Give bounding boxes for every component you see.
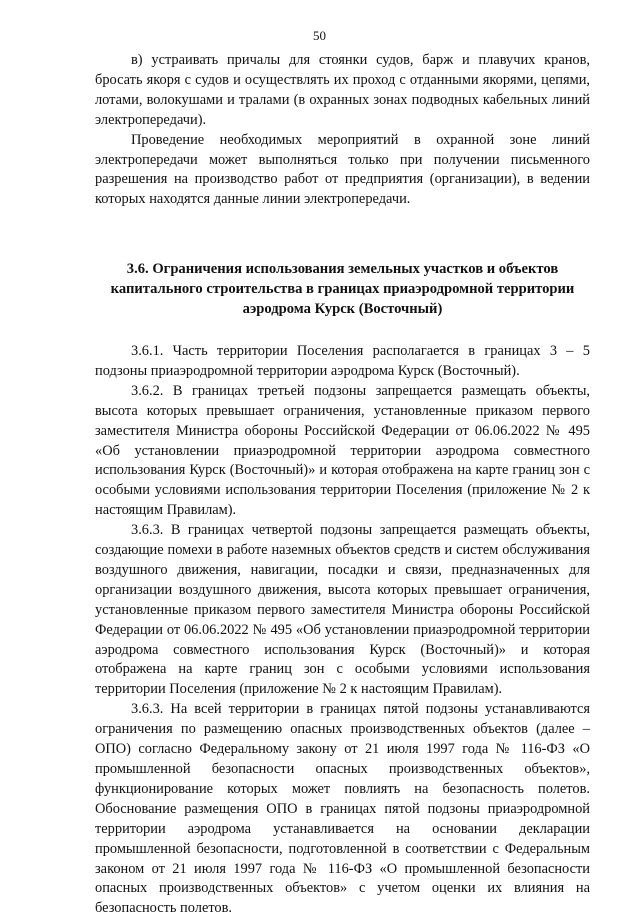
spacer: [95, 235, 590, 260]
paragraph-3-6-3-fourth-subzone: 3.6.3. В границах четвертой подзоны запрещается размещать объекты, создающие помехи в работе наземных объектов средств и систем обслуживания воздушного движения, навигации, посадки и связи, предназначенных для организации воздушного движения, высота которых превышает ограничения, установленные приказом первого заместителя Министра обороны Российской Федерации от 06.06.2022 № 495 «Об установлении приаэродромной территории аэродрома совместного использования Курск (Восточный)» и которая отображена на карте границ зон с особыми условиями использования территории Поселения (приложение № 2 к настоящим Правилам).: [95, 522, 590, 698]
spacer: [95, 210, 590, 235]
paragraph-intro-2: Проведение необходимых мероприятий в охранной зоне линий электропередачи может выполняться только при получении письменного разрешения на производство работ от предприятия (организации), в ведении которых находятся данные линии электропередачи.: [95, 131, 590, 208]
spacer: [95, 320, 590, 342]
page-number: 50: [313, 28, 326, 43]
paragraph-3-6-3-fifth-subzone: 3.6.3. На всей территории в границах пятой подзоны устанавливаются ограничения по размещению опасных производственных объектов (далее – ОПО) согласно Федеральному закону от 21 июля 1997 года № 116-ФЗ «О промышленной безопасности опасных производственных объектов», функционирование которых может повлиять на безопасность полетов. Обоснование размещения ОПО в границах пятой подзоны приаэродромной территории аэродрома устанавливается на основании декларации промышленной безопасности, подготовленной в соответствии с Федеральным законом от 21 июля 1997 года № 116-ФЗ «О промышленной безопасности опасных производственных объектов» с учетом оценки их влияния на безопасность полетов.: [95, 701, 590, 917]
paragraph-3-6-2: 3.6.2. В границах третьей подзоны запрещается размещать объекты, высота которых превышает ограничения, установленные приказом первого заместителя Министра обороны Российской Федерации от 06.06.2022 № 495 «Об установлении приаэродромной территории аэродрома совместного использования Курск (Восточный)» и которая отображена на карте границ зон с особыми условиями использования территории Поселения (приложение № 2 к настоящим Правилам).: [95, 382, 590, 519]
document-body: [95, 51, 590, 919]
section-heading: 3.6. Ограничения использования земельных участков и объектов капитального строительства в границах приаэродромной территории аэродрома Курск (Восточный): [110, 261, 575, 318]
paragraph-3-6-1: 3.6.1. Часть территории Поселения располагается в границах 3 – 5 подзоны приаэродромной территории аэродрома Курск (Восточный).: [95, 342, 590, 379]
paragraph-intro-1: в) устраивать причалы для стоянки судов, барж и плавучих кранов, бросать якоря с судов и осуществлять их проход с отданными якорями, цепями, лотами, волокушами и тралами (в охранных зонах подводных кабельных линий электропередачи).: [95, 52, 590, 128]
